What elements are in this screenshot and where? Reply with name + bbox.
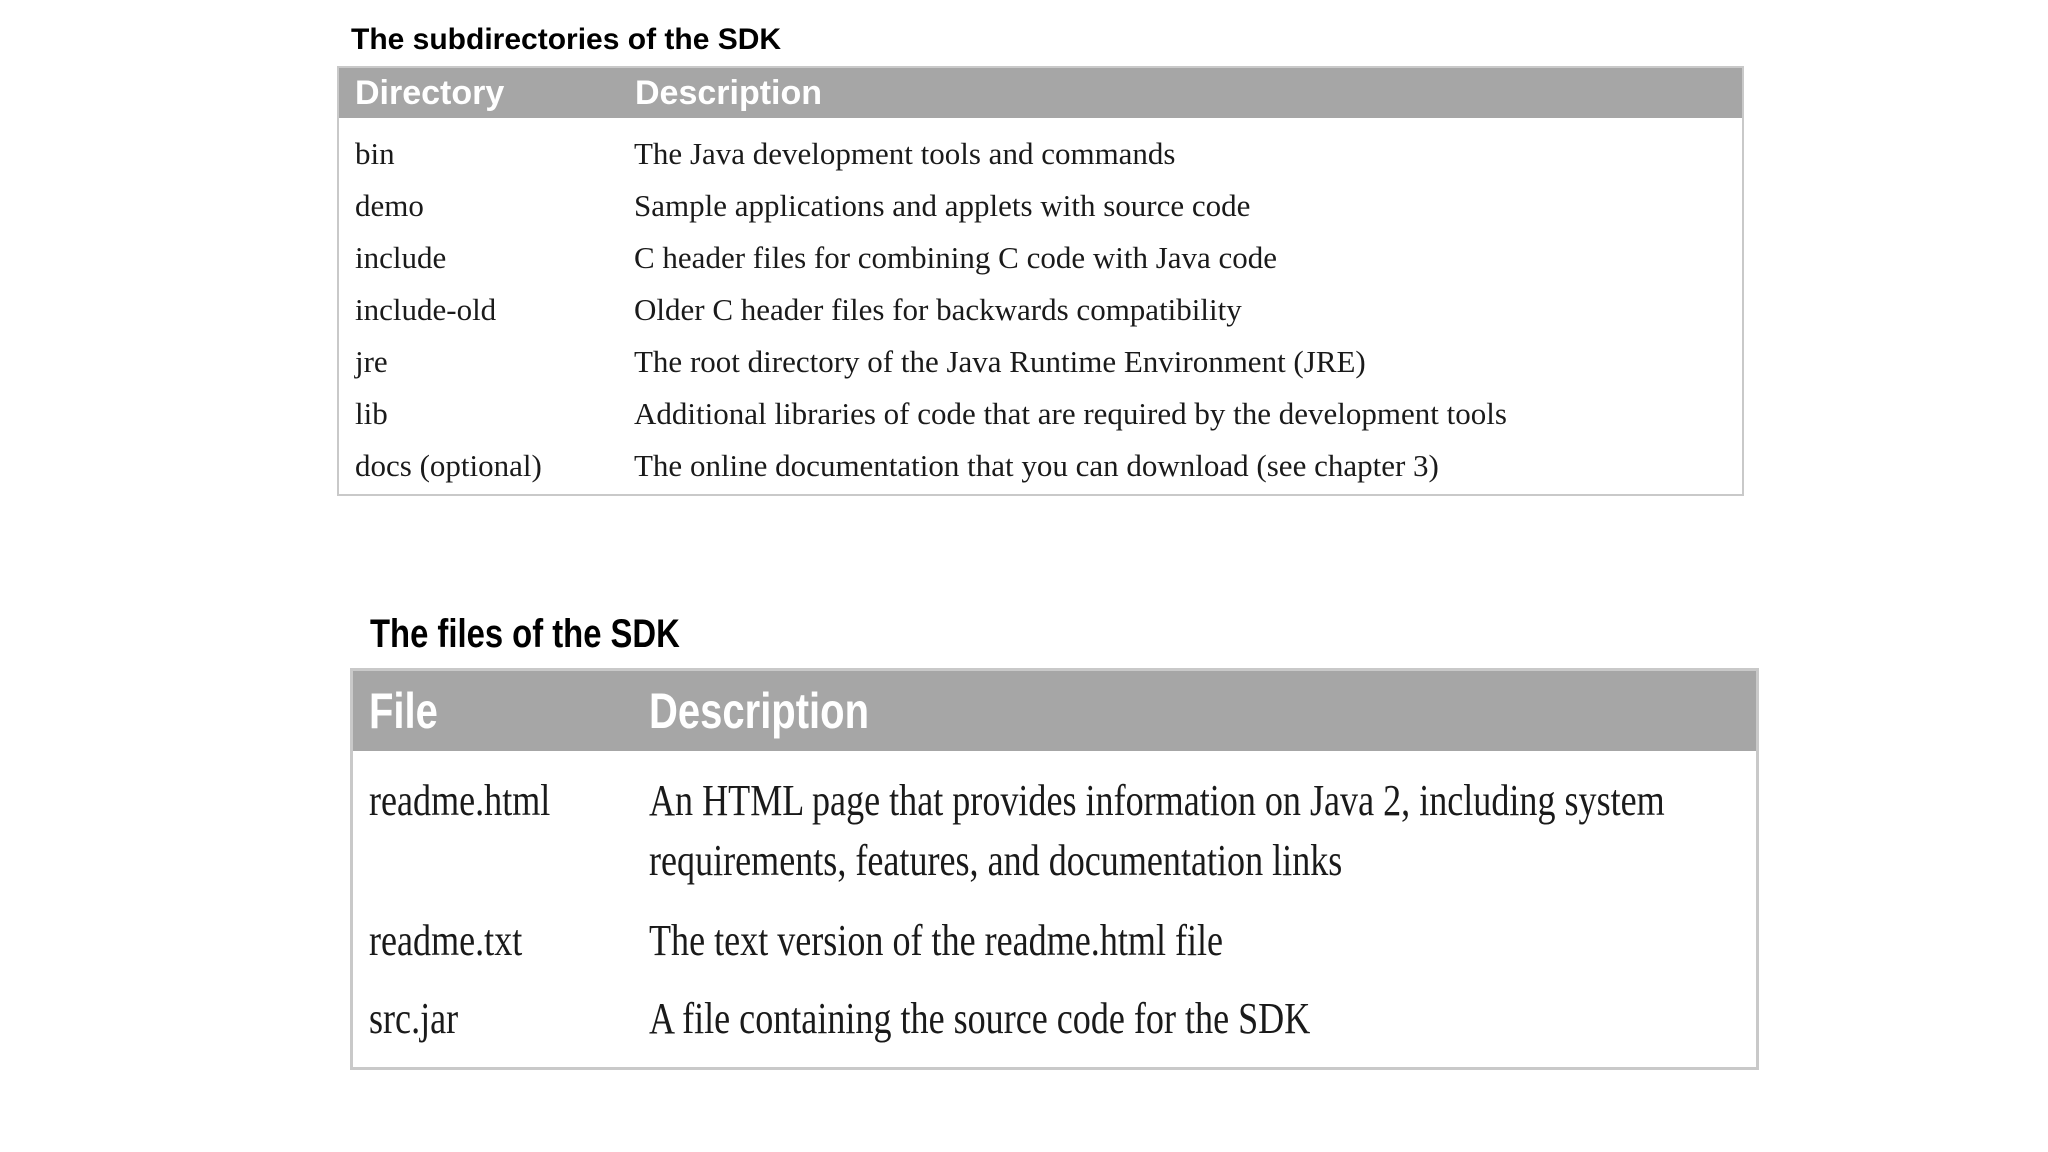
directory-cell: demo — [355, 188, 424, 223]
description-cell: The Java development tools and commands — [634, 136, 1176, 171]
table-row — [339, 336, 1742, 388]
files-table — [350, 668, 1759, 1070]
directory-cell: jre — [355, 344, 388, 379]
directory-cell: bin — [355, 136, 395, 171]
subdirectories-table — [337, 66, 1744, 496]
file-cell: src.jar — [369, 994, 459, 1043]
column-header-description: Description — [649, 683, 870, 739]
description-cell: C header files for combining C code with Java code — [634, 240, 1278, 275]
description-cell: Additional libraries of code that are required by the development tools — [634, 396, 1507, 431]
file-cell: readme.txt — [369, 916, 523, 965]
table-header-row — [339, 68, 1742, 118]
column-header-file: File — [369, 683, 438, 739]
description-cell: The root directory of the Java Runtime Environment (JRE) — [634, 344, 1366, 379]
subdirectories-table-title: The subdirectories of the SDK — [351, 23, 782, 56]
description-cell: A file containing the source code for the SDK — [649, 994, 1311, 1043]
table-row — [353, 911, 1756, 989]
table-header-row — [353, 671, 1756, 751]
column-header-description: Description — [635, 74, 823, 112]
table-row — [339, 180, 1742, 232]
directory-cell: include-old — [355, 292, 497, 327]
table-row — [353, 989, 1756, 1067]
directory-cell: include — [355, 240, 447, 275]
directory-cell: lib — [355, 396, 388, 431]
table-row — [339, 232, 1742, 284]
table-body — [353, 771, 1756, 1067]
table-row — [353, 771, 1756, 911]
table-body — [339, 128, 1742, 492]
column-header-directory: Directory — [355, 74, 505, 112]
description-cell: The online documentation that you can download (see chapter 3) — [634, 448, 1439, 483]
file-cell: readme.html — [369, 776, 551, 825]
description-cell: The text version of the readme.html file — [649, 916, 1224, 965]
table-row — [339, 128, 1742, 180]
table-row — [339, 284, 1742, 336]
description-cell: Sample applications and applets with source code — [634, 188, 1251, 223]
description-cell: Older C header files for backwards compatibility — [634, 292, 1242, 327]
directory-cell: docs (optional) — [355, 448, 542, 483]
description-cell: An HTML page that provides information on Java 2, including system requirements, features, and documentation links — [649, 776, 1665, 885]
table-row — [339, 388, 1742, 440]
files-table-title: The files of the SDK — [370, 612, 680, 656]
table-row — [339, 440, 1742, 492]
